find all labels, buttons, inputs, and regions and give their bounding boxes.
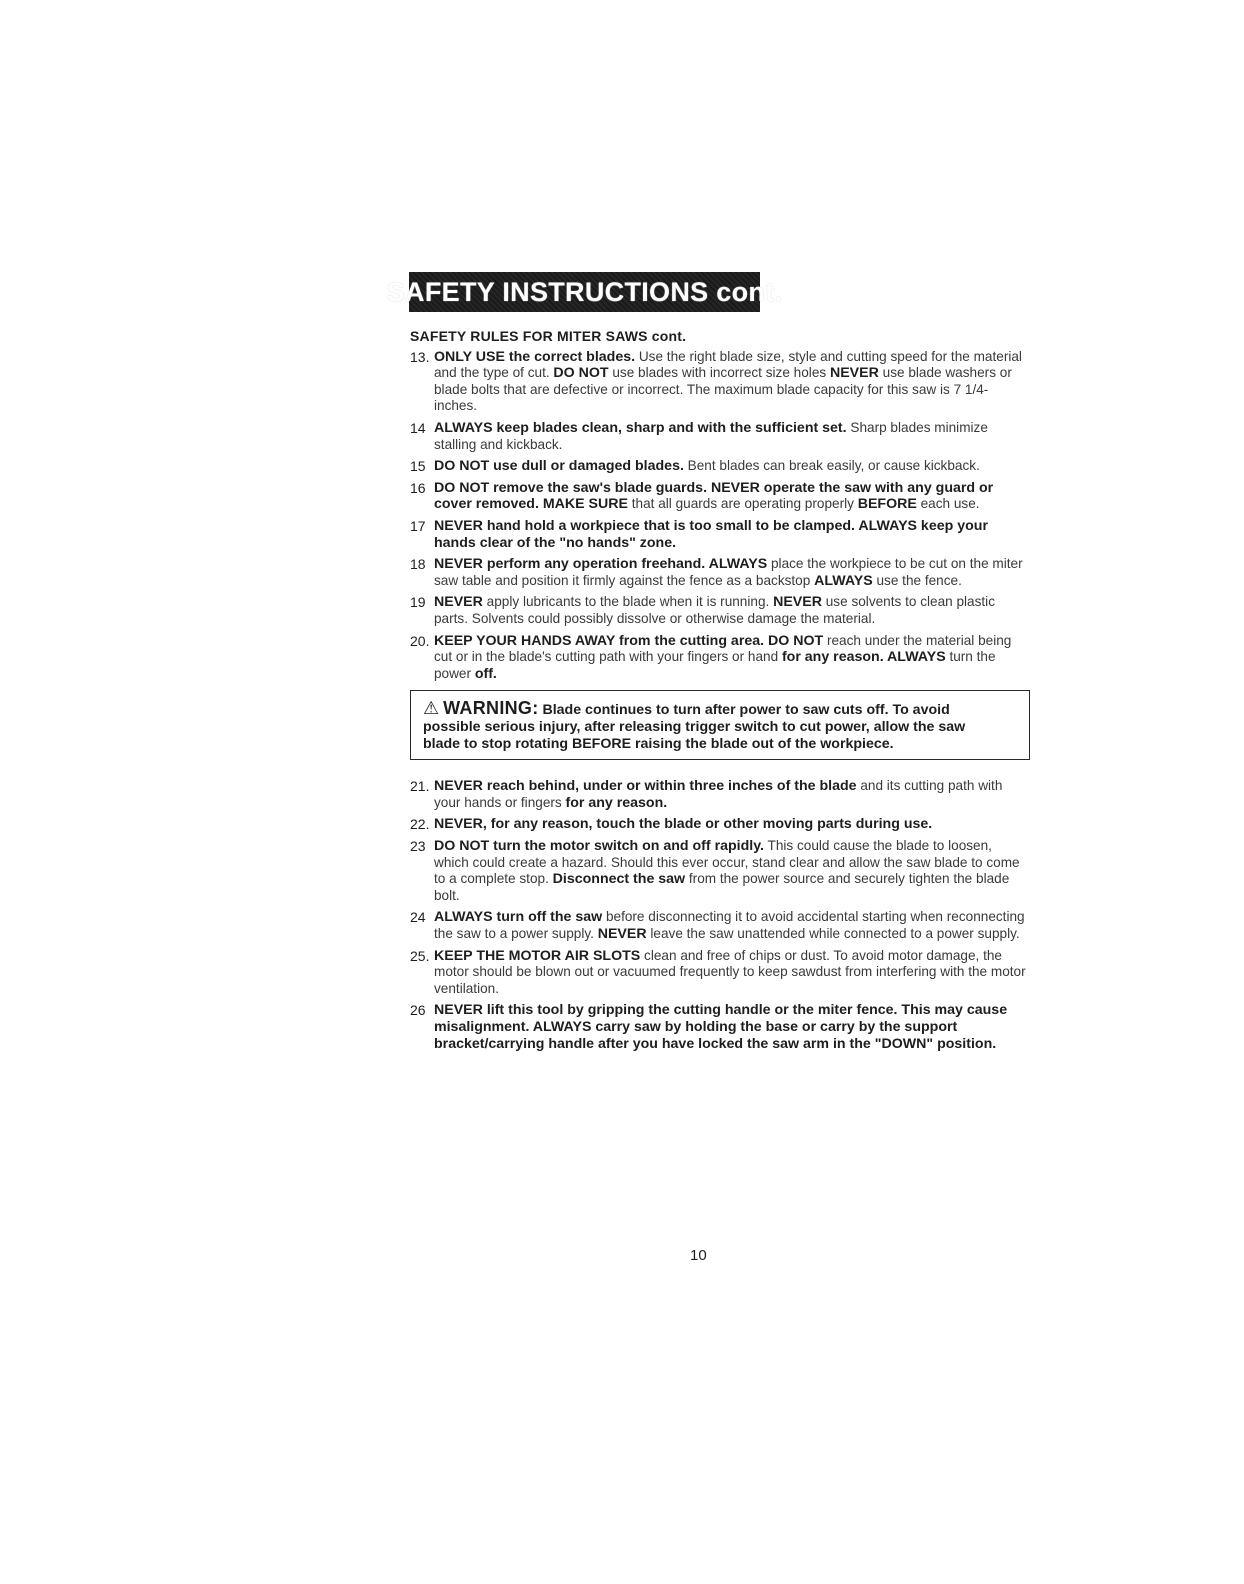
rule-item: [410, 349, 1030, 415]
rule-detail: before disconnecting it to avoid accidental starting when reconnecting the saw to a power supply.: [434, 909, 1025, 942]
rule-text: [434, 594, 1030, 627]
rule-emphasis: ALWAYS keep blades clean, sharp and with the sufficient set.: [434, 419, 847, 436]
rule-item: [410, 556, 1030, 589]
rule-emphasis: BEFORE: [857, 496, 917, 513]
rule-detail: Use the right blade size, style and cutting speed for the material and the type of cut.: [434, 348, 1022, 381]
rule-emphasis: DO NOT: [553, 365, 609, 382]
rule-text: [434, 420, 1030, 453]
rule-emphasis: NEVER lift this tool by gripping the cutting handle or the miter fence. This may cause misalignment. ALWAYS carry saw by holding the base or carry by the support bracket/carrying handle after you have locked the saw arm in the "DOWN" position.: [434, 1002, 1008, 1052]
rule-number: 21.: [410, 778, 430, 795]
rule-emphasis: KEEP YOUR HANDS AWAY from the cutting area. DO NOT: [434, 632, 824, 649]
rule-number: 15: [410, 458, 426, 475]
rule-item: [410, 633, 1030, 683]
rule-item: [410, 948, 1030, 998]
rule-detail: clean and free of chips or dust. To avoid motor damage, the motor should be blown out or vacuumed frequently to keep sawdust from interfering with the motor ventilation.: [434, 947, 1026, 996]
rule-emphasis: NEVER perform any operation freehand. ALWAYS: [434, 556, 768, 573]
rule-detail: use blade washers or blade bolts that are defective or incorrect. The maximum blade capacity for this saw is 7 1/4-inches.: [434, 365, 1012, 414]
rule-text: [434, 1002, 1030, 1052]
warning-box: [410, 690, 1030, 760]
rule-text: [434, 458, 1030, 475]
rule-emphasis: NEVER reach behind, under or within three inches of the blade: [434, 778, 857, 795]
rule-emphasis: NEVER: [434, 594, 483, 611]
rule-number: 18: [410, 556, 426, 573]
rule-detail: use solvents to clean plastic parts. Solvents could possibly dissolve or otherwise damage the material.: [434, 594, 996, 626]
rule-detail: place the workpiece to be cut on the miter saw table and position it firmly against the fence as a backstop: [434, 556, 1023, 588]
rule-detail: use the fence.: [872, 572, 962, 588]
rule-text: [434, 838, 1030, 904]
section-banner: [386, 272, 783, 312]
banner-title: SAFETY INSTRUCTIONS cont.: [386, 276, 783, 307]
rule-emphasis: DO NOT remove the saw's blade guards. NEVER operate the saw with any guard or cover removed. MAKE SURE: [434, 479, 994, 513]
rule-item: [410, 909, 1030, 942]
section-heading: SAFETY RULES FOR MITER SAWS cont.: [410, 328, 687, 344]
rule-text: [434, 349, 1030, 415]
warning-text: Blade continues to turn after power to saw cuts off. To avoid possible serious injury, after releasing trigger switch to cut power, allow the saw blade to stop rotating BEFORE raising the blade out of the workpiece.: [423, 702, 966, 753]
rule-number: 14: [410, 419, 426, 436]
page-number: 10: [690, 1247, 707, 1264]
rule-number: 22.: [410, 816, 430, 833]
rule-text: [434, 909, 1030, 942]
rule-item: [410, 480, 1030, 513]
rule-detail: Sharp blades minimize stalling and kickback.: [434, 419, 988, 452]
rule-number: 17: [410, 517, 426, 534]
rule-emphasis: ALWAYS: [814, 572, 873, 589]
rule-emphasis: NEVER: [773, 594, 822, 611]
rule-detail: from the power source and securely tighten the blade bolt.: [434, 871, 1010, 903]
rule-emphasis: NEVER: [829, 365, 879, 382]
rule-detail: turn the power: [434, 649, 996, 681]
rule-emphasis: for any reason. ALWAYS: [781, 649, 946, 666]
rule-emphasis: NEVER: [597, 926, 647, 943]
rule-emphasis: off.: [474, 665, 497, 682]
rule-item: [410, 458, 1030, 475]
rule-item: [410, 420, 1030, 453]
rule-number: 13.: [410, 348, 430, 365]
rule-detail: Bent blades can break easily, or cause kickback.: [683, 458, 980, 474]
rule-text: [434, 480, 1030, 513]
rule-text: [434, 556, 1030, 589]
rule-item: [410, 518, 1030, 551]
rule-item: [410, 816, 1030, 833]
rules-list-1: [410, 349, 1030, 683]
warning-triangle-icon: ⚠: [423, 698, 440, 719]
rule-detail: apply lubricants to the blade when it is running.: [482, 594, 774, 610]
rule-number: 19: [410, 594, 426, 611]
rule-emphasis: NEVER hand hold a workpiece that is too small to be clamped. ALWAYS keep your hands clear of the "no hands" zone.: [434, 517, 988, 551]
rule-detail: use blades with incorrect size holes: [608, 365, 830, 381]
rule-emphasis: for any reason.: [565, 794, 668, 811]
rule-item: [410, 594, 1030, 627]
rule-detail: leave the saw unattended while connected to a power supply.: [646, 926, 1020, 942]
rule-detail: This could cause the blade to loosen, which could create a hazard. Should this ever occur, stand clear and allow the saw blade to come to a complete stop.: [434, 838, 1020, 887]
rule-number: 25.: [410, 947, 430, 964]
rule-emphasis: DO NOT turn the motor switch on and off rapidly.: [434, 838, 764, 855]
rule-detail: that all guards are operating properly: [627, 496, 858, 512]
rule-emphasis: Disconnect the saw: [552, 871, 686, 888]
rule-emphasis: DO NOT use dull or damaged blades.: [434, 458, 684, 475]
rule-item: [410, 1002, 1030, 1052]
rule-emphasis: NEVER, for any reason, touch the blade or other moving parts during use.: [434, 816, 933, 833]
rule-detail: each use.: [916, 496, 980, 512]
rules-list-2: [410, 778, 1030, 1052]
rule-number: 23: [410, 838, 426, 855]
rule-detail: reach under the material being cut or in the blade's cutting path with your fingers or hand: [434, 632, 1012, 665]
rule-detail: and its cutting path with your hands or fingers: [434, 778, 1003, 810]
rule-text: [434, 948, 1030, 998]
rule-emphasis: KEEP THE MOTOR AIR SLOTS: [434, 947, 641, 964]
rule-text: [434, 778, 1030, 811]
document-content: [410, 328, 1030, 1057]
rule-number: 20.: [410, 632, 430, 649]
rule-text: [434, 518, 1030, 551]
rule-number: 24: [410, 909, 426, 926]
rule-number: 16: [410, 479, 426, 496]
rule-emphasis: ALWAYS turn off the saw: [434, 909, 603, 926]
rule-text: [434, 633, 1030, 683]
warning-label: WARNING:: [443, 698, 539, 719]
rule-text: [434, 816, 1030, 833]
rule-item: [410, 778, 1030, 811]
rule-emphasis: ONLY USE the correct blades.: [434, 348, 636, 365]
rule-item: [410, 838, 1030, 904]
rule-number: 26: [410, 1002, 426, 1019]
